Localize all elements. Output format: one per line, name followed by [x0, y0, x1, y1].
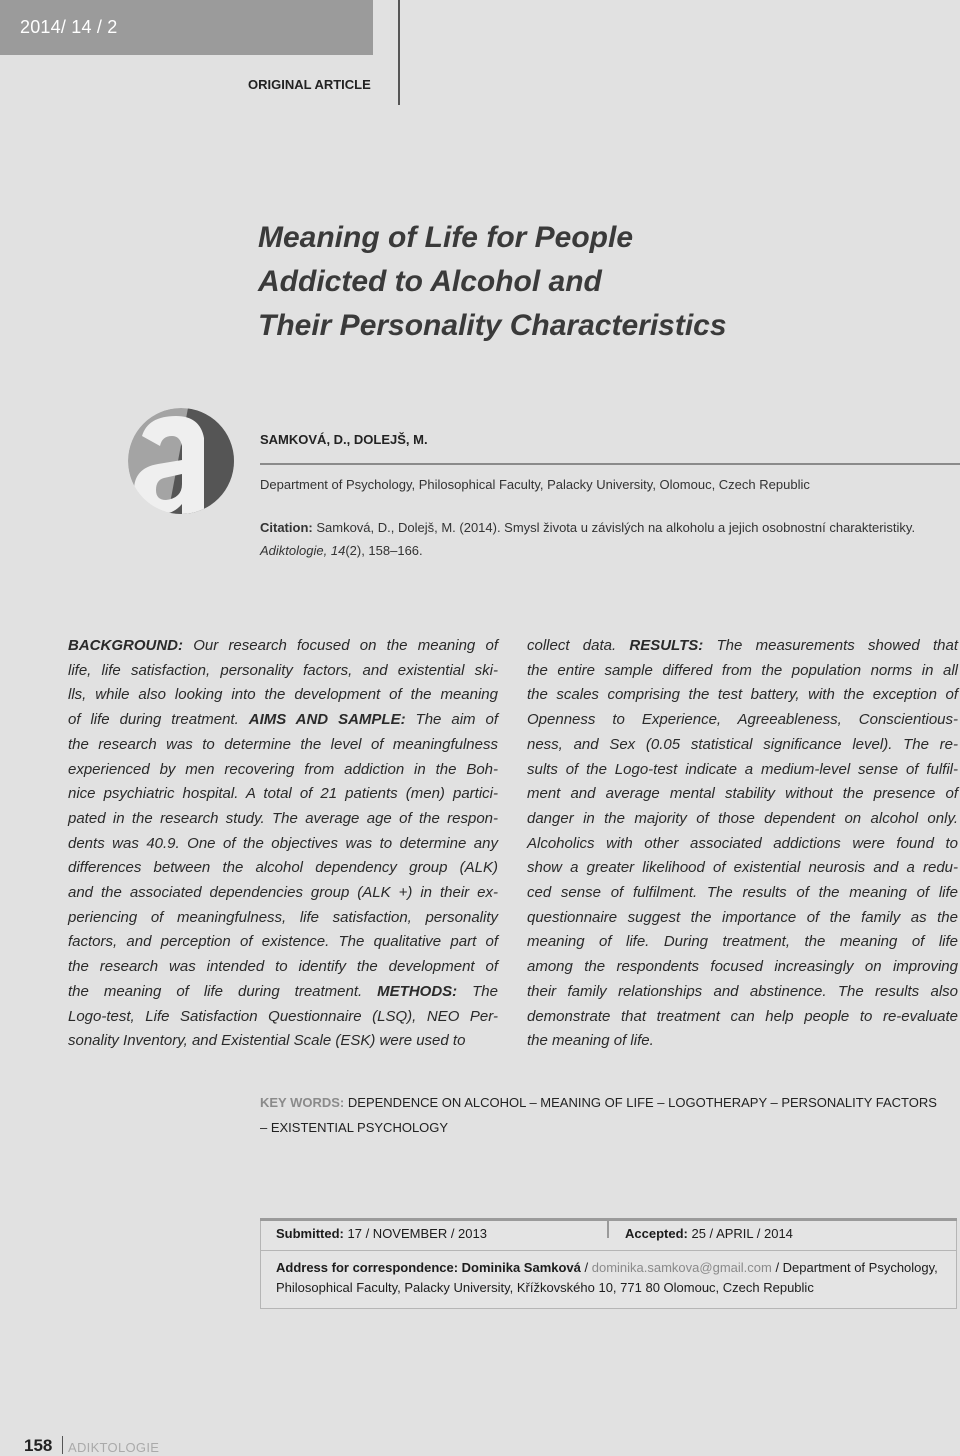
abstract-text: among the respondents focused increasingly on improving [527, 958, 958, 976]
abstract-text: life, life satisfaction, personality factors, and existential ski- [68, 661, 498, 679]
abstract-line [527, 758, 958, 783]
keywords [260, 1090, 940, 1140]
address-email[interactable]: dominika.samkova@gmail.com [591, 1260, 772, 1275]
abstract-line [527, 683, 958, 708]
title-line-2: Addicted to Alcohol and [258, 265, 602, 298]
abstract-text: factors, and perception of existence. The qualitative part of [68, 933, 498, 951]
abstract-line [68, 758, 498, 783]
abstract-text: collect data. [527, 637, 630, 654]
abstract-line [527, 856, 958, 881]
journal-name: ADIKTOLOGIE [68, 1440, 160, 1455]
abstract-heading: BACKGROUND: [68, 637, 194, 654]
citation-journal: Adiktologie, [260, 543, 328, 558]
abstract-line [527, 980, 958, 1005]
footer-divider [62, 1436, 63, 1454]
abstract-line [68, 955, 498, 980]
abstract-text: The measurements showed that [716, 637, 959, 654]
abstract-heading: RESULTS: [629, 637, 717, 654]
issue-bar [0, 0, 373, 55]
abstract-line [68, 634, 498, 659]
abstract-text: Alcoholics with other associated addictions were found to [527, 834, 958, 852]
abstract-text: sonality Inventory, and Existential Scale (ESK) were used to [68, 1032, 466, 1050]
abstract-text: and the associated dependencies group (ALK +) in their ex- [68, 884, 498, 902]
abstract-line [527, 708, 958, 733]
abstract-line [527, 1005, 958, 1030]
abstract-text: danger in the majority of those dependent on alcohol only. [527, 809, 958, 827]
abstract-text: dents was 40.9. One of the objectives was to determine any [68, 834, 498, 852]
abstract-right-column [527, 634, 958, 1054]
abstract-line [68, 733, 498, 758]
abstract-text: Logo-test, Life Satisfaction Questionnaire (LSQ), NEO Per- [68, 1007, 498, 1025]
abstract-line [68, 832, 498, 857]
abstract-line [527, 881, 958, 906]
authors-rule [260, 463, 960, 465]
abstract-text: of life during treatment. [68, 711, 249, 729]
abstract-line [68, 807, 498, 832]
address-rest: / Department of Psychology, Philosophical Faculty, Palacky University, Křížkovského 10, 771 80 Olomouc, Czech Republic [276, 1260, 938, 1295]
citation-pages: (2), 158–166. [345, 543, 423, 558]
abstract-line [68, 708, 498, 733]
abstract-line [527, 955, 958, 980]
article-type: ORIGINAL ARTICLE [248, 77, 371, 92]
page-number: 158 [24, 1436, 53, 1455]
abstract-text: meaning of life. During treatment, the meaning of life [527, 933, 958, 951]
abstract-left-column [68, 634, 498, 1054]
abstract-text: Openness to Experience, Agreeableness, Conscientious- [527, 711, 958, 729]
abstract-line [68, 930, 498, 955]
abstract-line [68, 881, 498, 906]
abstract-text: the scales comprising the test battery, with the exception of [527, 686, 958, 704]
keywords-label: KEY WORDS: [260, 1095, 345, 1110]
abstract-line [527, 733, 958, 758]
accepted-date [625, 1226, 793, 1241]
abstract-line [527, 906, 958, 931]
citation [260, 516, 950, 562]
abstract-text: questionnaire suggest the importance of the family as the [527, 908, 958, 926]
title-line-3: Their Personality Characteristics [258, 309, 727, 342]
submission-box-hline [260, 1250, 957, 1251]
abstract-line [68, 1005, 498, 1030]
address-separator: / [580, 1260, 592, 1275]
address-name: Dominika Samková [461, 1260, 581, 1275]
abstract-text: experienced by men recovering from addiction in the Boh- [68, 760, 498, 778]
authors: SAMKOVÁ, D., DOLEJŠ, M. [260, 432, 428, 447]
title-line-1: Meaning of Life for People [258, 221, 634, 254]
submitted-date [276, 1226, 487, 1241]
abstract-text: pated in the research study. The average age of the respon- [68, 809, 498, 827]
issue-number: 2014/ 14 / 2 [20, 17, 118, 37]
abstract-line [527, 832, 958, 857]
abstract-text: lls, while also looking into the development of the meaning [68, 686, 498, 704]
abstract-text: The aim of [415, 711, 498, 729]
abstract-line [68, 782, 498, 807]
abstract-text: nice psychiatric hospital. A total of 21 patients (men) partici- [68, 785, 498, 803]
abstract-line [68, 1029, 498, 1054]
citation-label: Citation: [260, 520, 313, 535]
keywords-text: DEPENDENCE ON ALCOHOL – MEANING OF LIFE – LOGOTHERAPY – PERSONALITY FACTORS – EXISTENTIAL PSYCHOLOGY [260, 1095, 937, 1135]
citation-volume: 14 [330, 543, 346, 558]
department: Department of Psychology, Philosophical Faculty, Palacky University, Olomouc, Czech Republic [260, 477, 810, 492]
abstract-line [68, 856, 498, 881]
journal-logo [128, 408, 234, 514]
abstract-heading: AIMS AND SAMPLE: [248, 711, 416, 729]
abstract-text: sults of the Logo-test indicate a medium-level sense of fulfil- [527, 760, 958, 778]
abstract-line [68, 683, 498, 708]
abstract-text: demonstrate that treatment can help people to re-evaluate [527, 1007, 958, 1025]
abstract-text: Our research focused on the meaning of [193, 637, 498, 654]
abstract-line [527, 1029, 958, 1054]
abstract-line [527, 634, 958, 659]
abstract-text: periencing of meaningfulness, life satisfaction, personality [68, 908, 498, 926]
abstract-line [68, 980, 498, 1005]
header-divider [398, 0, 400, 105]
abstract-line [527, 807, 958, 832]
address-label: Address for correspondence: [276, 1260, 459, 1275]
accepted-value: 25 / APRIL / 2014 [691, 1226, 793, 1241]
submitted-label: Submitted: [276, 1226, 344, 1241]
abstract-text: the research was intended to identify the development of [68, 958, 498, 976]
accepted-label: Accepted: [625, 1226, 688, 1241]
citation-text: Samková, D., Dolejš, M. (2014). Smysl života u závislých na alkoholu a jejich osobnostní charakteristiky. [316, 520, 916, 535]
abstract-text: the research was to determine the level of meaningfulness [68, 735, 498, 753]
submission-box-divider [607, 1218, 609, 1238]
abstract-text: The [472, 982, 498, 1000]
abstract-text: differences between the alcohol dependency group (ALK) [68, 859, 498, 877]
abstract-line [527, 659, 958, 684]
abstract-line [68, 659, 498, 684]
abstract-text: the meaning of life. [527, 1032, 654, 1050]
abstract-text: the entire sample differed from the population norms in all [527, 661, 958, 679]
submitted-value: 17 / NOVEMBER / 2013 [347, 1226, 487, 1241]
abstract-text: ced sense of fulfilment. The results of the meaning of life [527, 884, 958, 902]
abstract-line [527, 930, 958, 955]
abstract-line [527, 782, 958, 807]
abstract-text: the meaning of life during treatment. [68, 982, 378, 1000]
abstract-text: show a greater likelihood of existential neurosis and a redu- [527, 859, 958, 877]
abstract-line [68, 906, 498, 931]
journal-logo-icon [128, 408, 234, 514]
abstract-text: ness, and Sex (0.05 statistical significance level). The re- [527, 735, 958, 753]
abstract-text: ment and average mental stability without the presence of [527, 785, 958, 803]
correspondence-address [276, 1258, 951, 1298]
abstract-heading: METHODS: [377, 982, 473, 1000]
abstract-text: their family relationships and abstinence. The results also [527, 982, 958, 1000]
article-title [258, 216, 727, 348]
